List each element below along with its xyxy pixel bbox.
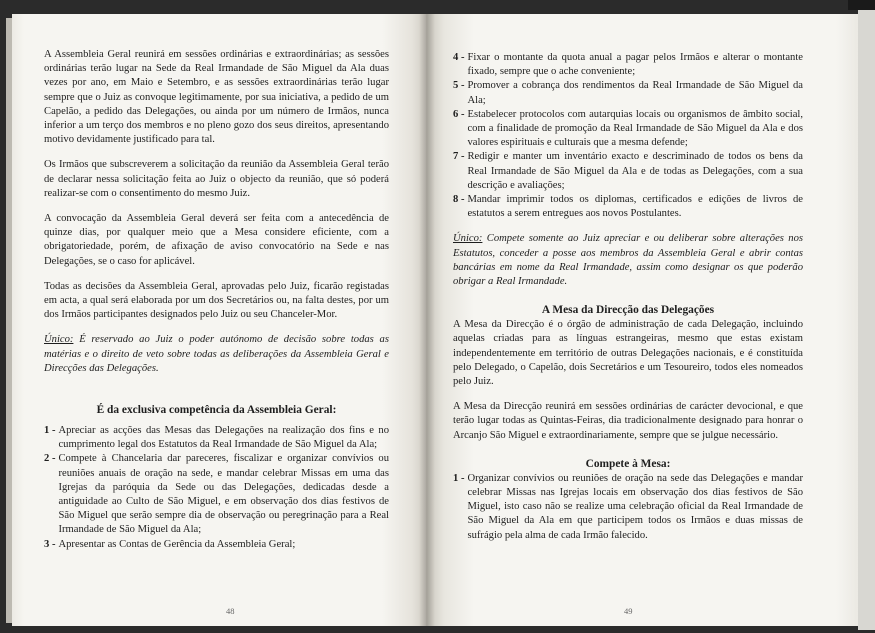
page-stack-right: [858, 10, 875, 630]
unico-text: Compete somente ao Juiz apreciar e ou deliberar sobre alterações nos Estatutos, conceder a posse aos membros da Assembleia Geral e abrir contas bancárias em nome da Real Irmandade, assim como designar os que poderão obrigar a Real Irmandade.: [453, 233, 803, 288]
page-number-left: 48: [226, 606, 235, 616]
right-page-content: [453, 51, 803, 543]
page-number-right: 49: [624, 606, 633, 616]
list-text: Redigir e manter um inventário exacto e descriminado de todos os bens da Real Irmandade de São Miguel da Ala e de todas as Delegações, com a sua descrição e avaliações;: [467, 151, 803, 191]
list-number: 1 -: [453, 472, 465, 484]
list-number: 3 -: [44, 538, 56, 550]
list-number: 4 -: [453, 52, 465, 63]
list-text: Fixar o montante da quota anual a pagar pelos Irmãos e alterar o montante fixado, sempre que o ache conveniente;: [467, 52, 803, 78]
list-text: Apreciar as acções das Mesas das Delegações na realização dos fins e no cumprimento legal dos Estatutos da Real Irmandade de São Miguel da Ala;: [58, 425, 389, 451]
section-heading-compete: Compete à Mesa:: [585, 457, 671, 470]
book-gutter: [419, 14, 435, 626]
list-text: Estabelecer protocolos com autarquias locais ou organismos de âmbito social, com a finalidade de promoção da Real Irmandade de São Miguel da Ala e dos valores espirituais e culturais que a mesma defende;: [467, 108, 803, 149]
unico-label: Único:: [453, 233, 483, 245]
list-number: 1 -: [44, 425, 56, 437]
paragraph-mesa-definition: A Mesa da Direcção é o órgão de administração de cada Delegação, incluindo aquelas criadas para as línguas estrangeiras, mesmo que estas existam independentemente em território de outras Delegações nacionais, e é constituída pelo Delegado, o Capelão, dois Secretários e um Tesoureiro, todos eles nomeados pelo Juiz.: [453, 319, 803, 388]
list-text: Organizar convívios ou reuniões de oração na sede das Delegações e mandar celebrar Missas nas Igrejas locais em observação dos dias festivos de São Miguel, isto caso não se realize uma celebração oficial da Real Irmandade de São Miguel da Ala em que participem todos os Irmãos e duas missas de sufrágio pela alma de cada Irmão falecido.: [467, 472, 803, 541]
list-text: Compete à Chancelaria dar pareceres, fiscalizar e organizar convívios ou reuniões anuais de oração na sede, e mandar celebrar Missas em uma das Igrejas da paróquia da Sede ou das Delegações, dedicadas desde a antiguidade ao Culto de São Miguel, e em observação dos dias festivos de São Miguel que serão sempre dia de observação ou peregrinação para a Real Irmandade de São Miguel da Ala;: [58, 453, 389, 536]
list-item: [44, 538, 389, 552]
list-number: 2 -: [44, 453, 56, 465]
list-number: 5 -: [453, 80, 465, 92]
list-item: [44, 452, 389, 537]
list-number: 8 -: [453, 194, 465, 206]
list-text: Apresentar as Contas de Gerência da Assembleia Geral;: [58, 538, 296, 550]
paragraph-sessions: A Assembleia Geral reunirá em sessões ordinárias e extraordinárias; as sessões ordinárias terão lugar na Sede da Real Irmandade de São Miguel da Ala duas vezes por ano, em Maio e Setembro, e as sessões extraordinárias terão lugar sempre que o Juiz as convoque legitimamente, por sua iniciativa, a pedido de um Capelão, a pedido das Delegações, ou ainda por um número de Irmãos, nunca inferior a um terço dos membros e no pleno gozo dos seus direitos, apresentando motivo devidamente justificado para tal.: [44, 49, 389, 146]
left-page-content: [44, 48, 389, 552]
paragraph-convocation: A convocação da Assembleia Geral deverá ser feita com a antecedência de quinze dias, por qualquer meio que a Mesa considere eficiente, com a obrigatoriedade, porém, de afixação de aviso convocatório na Sede e nas Delegações, se o caso for aplicável.: [44, 213, 389, 267]
list-item: [44, 424, 389, 452]
section-heading-assembleia: É da exclusiva competência da Assembleia Geral:: [96, 404, 337, 417]
section-heading-mesa: A Mesa da Direcção das Delegações: [541, 304, 715, 317]
list-text: Promover a cobrança dos rendimentos da Real Irmandade de São Miguel da Ala;: [467, 80, 803, 106]
list-item: [453, 108, 803, 151]
list-number: 6 -: [453, 108, 465, 120]
paragraph-solicitation: Os Irmãos que subscreverem a solicitação da reunião da Assembleia Geral terão de declarar nessa solicitação feita ao Juiz o objecto da reunião, que só poderá realizar-se com o consentimento do mesmo Juiz.: [44, 159, 389, 199]
list-item: [453, 51, 803, 79]
list-item: [453, 193, 803, 221]
unico-note-left: [44, 333, 389, 376]
unico-text: É reservado ao Juiz o poder autónomo de decisão sobre todas as matérias e o direito de veto sobre todas as deliberações da Assembleia Geral e Direcções das Delegações.: [44, 334, 389, 374]
list-item: [453, 472, 803, 543]
list-item: [453, 150, 803, 193]
list-text: Mandar imprimir todos os diplomas, certificados e edições de livros de estatutos a serem entregues aos novos Postulantes.: [467, 194, 803, 220]
unico-note-right: [453, 232, 803, 289]
list-number: 7 -: [453, 151, 465, 163]
paragraph-mesa-meetings: A Mesa da Direcção reunirá em sessões ordinárias de carácter devocional, e que terão lugar todas as Quintas-Feiras, dia tradicionalmente designado para honrar o Arcanjo São Miguel e extraordinariamente, sempre que se julgue necessário.: [453, 401, 803, 441]
paragraph-decisions: Todas as decisões da Assembleia Geral, aprovadas pelo Juiz, ficarão registadas em acta, a qual será elaborada por um dos Secretários ou, na falta destes, por um dos Irmãos participantes designados pelo Juiz ou seu Chanceler-Mor.: [44, 280, 389, 321]
list-item: [453, 79, 803, 107]
unico-label: Único:: [44, 334, 74, 346]
background-corner: [848, 0, 875, 10]
